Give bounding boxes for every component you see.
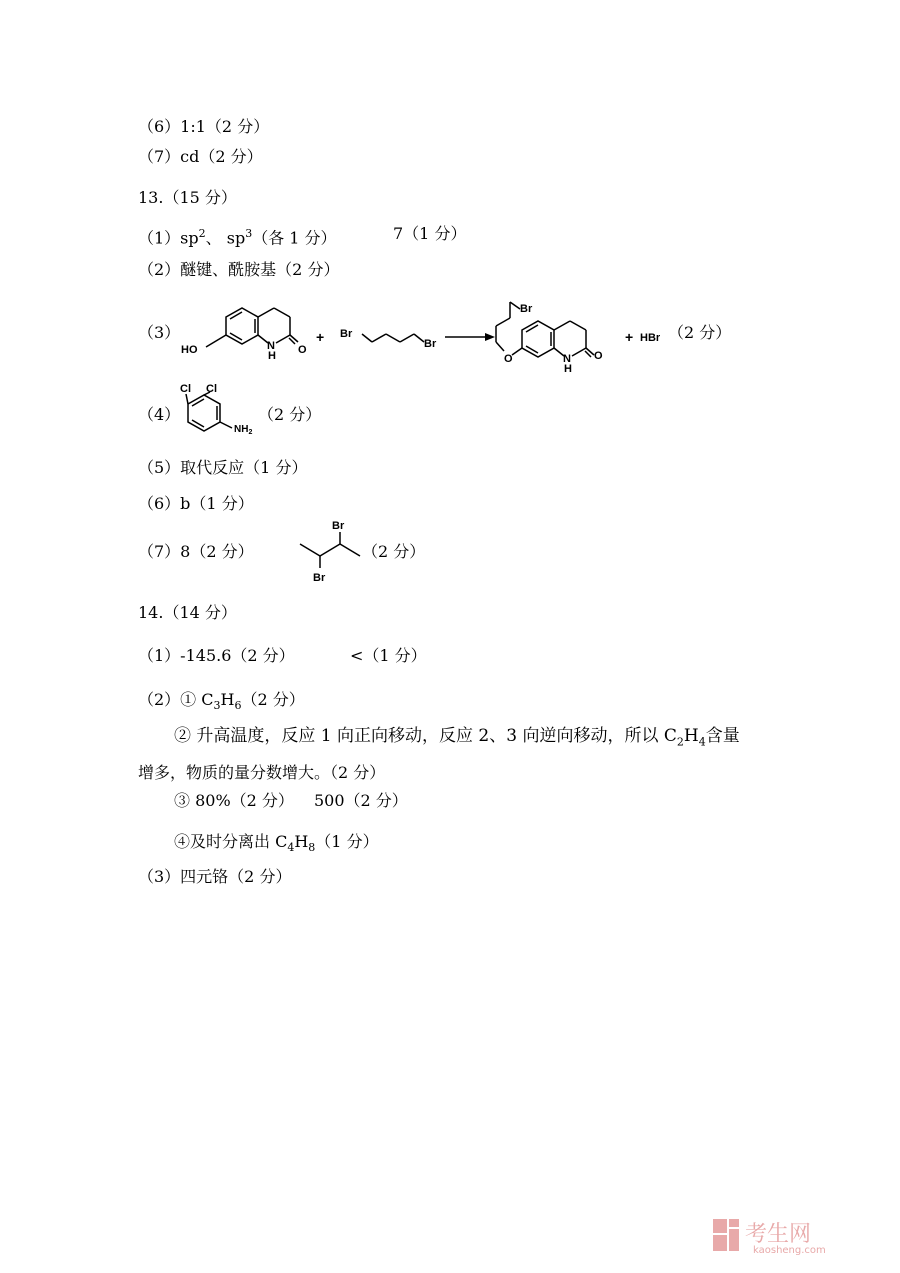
q13-answer-1: $(1)sp^2$、 $sp^3$（各 1 分） xyxy=(138,227,337,248)
cl-label-1: Cl xyxy=(180,383,191,395)
watermark-cn: 考生网 xyxy=(745,1222,812,1247)
q13-structure-7 xyxy=(296,514,366,586)
q12-answer-7: （7）cd（2 分） xyxy=(138,147,263,166)
h-label-product: H xyxy=(564,363,572,375)
h-label: H xyxy=(268,350,276,362)
q13-structure-4 xyxy=(176,380,266,444)
o-carbonyl-label: O xyxy=(594,350,603,362)
watermark-icon xyxy=(713,1215,878,1255)
o-ether-label: O xyxy=(504,353,513,365)
q13-answer-3-label: （3） xyxy=(138,323,181,342)
q14-answer-3: （3）四元铬（2 分） xyxy=(138,867,292,886)
q13-answer-1b: 7（1 分） xyxy=(393,224,467,243)
q14-answer-2-4: ④及时分离出 $C_4H_8(1$ 分） xyxy=(174,832,379,855)
br-label-bottom: Br xyxy=(313,572,326,584)
nh-label: N xyxy=(267,340,275,352)
q13-answer-5: （5）取代反应（1 分） xyxy=(138,458,308,477)
nh2-label: $NH_2$ xyxy=(234,424,253,436)
q13-answer-3-score: （2 分） xyxy=(668,323,732,342)
q13-answer-7b: （2 分） xyxy=(362,542,426,561)
q14-answer-1a: （1）-145.6（2 分） xyxy=(138,646,295,665)
q13-reaction-scheme xyxy=(170,285,730,375)
q14-answer-2-2-line2: 增多，物质的量分数增大。（2 分） xyxy=(138,763,386,782)
watermark-en: kaosheng.com xyxy=(753,1245,826,1255)
cl-label-2: Cl xyxy=(206,383,217,395)
br-label-right: Br xyxy=(424,338,437,350)
plus-sign-2: + xyxy=(625,329,634,345)
br-label-top: Br xyxy=(332,520,345,532)
q13-answer-6: （6）b（1 分） xyxy=(138,494,254,513)
watermark-logo xyxy=(713,1215,878,1255)
br-label-product: Br xyxy=(520,303,533,315)
q12-answer-6: （6）1:1（2 分） xyxy=(138,117,270,136)
q14-header: 14.（14 分） xyxy=(138,603,237,622)
hbr-label: HBr xyxy=(640,332,661,344)
q13-answer-7a: （7）8（2 分） xyxy=(138,542,254,561)
plus-sign: + xyxy=(316,329,325,345)
q13-header: 13.（15 分） xyxy=(138,188,237,207)
q13-answer-2: （2）醚键、酰胺基（2 分） xyxy=(138,260,340,279)
o-label: O xyxy=(298,344,307,356)
q14-answer-2-2-line1: ② 升高温度，反应 1 向正向移动，反应 2、3 向逆向移动，所以 $C_2H_4$含量 xyxy=(174,726,740,749)
q14-answer-2-1: （2）① $C_3H_6(2$ 分） xyxy=(138,690,305,713)
br-label-left: Br xyxy=(340,328,353,340)
q13-answer-4-label: （4） xyxy=(138,405,181,424)
nh-label-product: N xyxy=(563,353,571,365)
q14-answer-2-3b: 500（2 分） xyxy=(314,791,408,810)
q14-answer-1b: <（1 分） xyxy=(350,646,427,665)
q14-answer-2-3a: ③ 80%（2 分） xyxy=(174,791,294,810)
q13-answer-4-score: （2 分） xyxy=(258,405,322,424)
ho-label: HO xyxy=(181,344,198,356)
